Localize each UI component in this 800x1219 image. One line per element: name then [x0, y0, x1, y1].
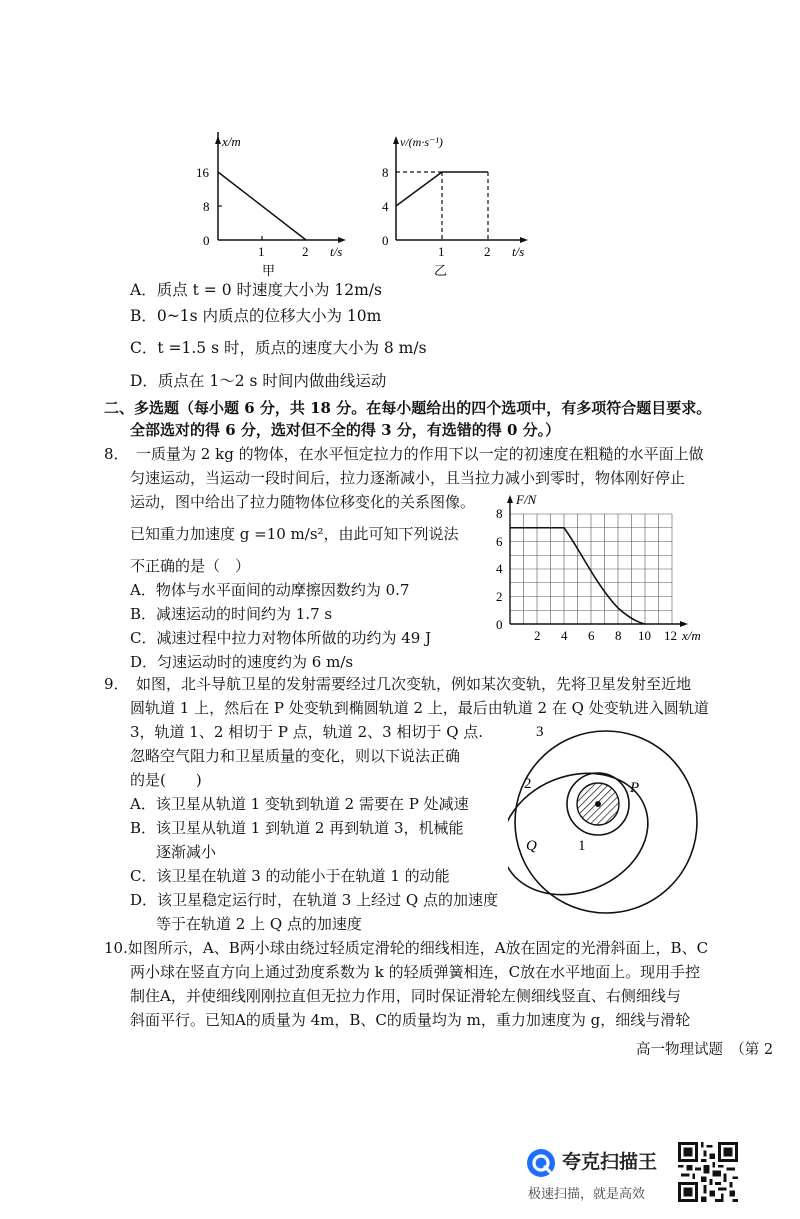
q8-graph-xtick-4: 4	[561, 628, 568, 643]
orbit-label-2: 2	[524, 776, 532, 792]
q10-line-3: 制住A，并使细线刚刚拉直但无拉力作用，同时保证滑轮左侧细线竖直、右侧细线与	[130, 987, 681, 1005]
watermark-slogan: 极速扫描，就是高效	[528, 1187, 646, 1202]
q8-graph-ytick-2: 2	[496, 589, 503, 604]
qr-code-icon	[678, 1142, 738, 1202]
section2-heading-line1: 二、多选题（每小题 6 分，共 18 分。在每小题给出的四个选项中，有多项符合题目要求。	[104, 399, 712, 417]
q7-option-a: A．质点 t = 0 时速度大小为 12m/s	[130, 281, 383, 299]
watermark-brand: 夸克扫描王	[562, 1151, 658, 1173]
graph-jia-ytick-0: 0	[203, 233, 210, 248]
q8-option-c: C．减速过程中拉力对物体所做的功约为 49 J	[130, 629, 432, 647]
graph-jia-xtick-1: 1	[258, 244, 265, 259]
graph-jia-xlabel: t/s	[330, 244, 343, 259]
graph-yi-caption: 乙	[434, 263, 448, 278]
q9-line-3: 3，轨道 1、2 相切于 P 点，轨道 2、3 相切于 Q 点.	[130, 723, 484, 741]
q9-option-b-cont: 逐渐减小	[156, 843, 217, 861]
graph-jia-ytick-16: 16	[196, 165, 209, 180]
orbit-label-3: 3	[536, 724, 544, 740]
q9-line-1: 9． 如图，北斗导航卫星的发射需要经过几次变轨，例如某次变轨，先将卫星发射至近地	[104, 675, 692, 693]
q7-option-c: C．t =1.5 s 时，质点的速度大小为 8 m/s	[130, 339, 427, 357]
q10-line-1: 10.如图所示，A、B两小球由绕过轻质定滑轮的细线相连，A放在固定的光滑斜面上，B、C	[104, 939, 709, 957]
graph-yi-xtick-1: 1	[438, 244, 445, 259]
orbit-label-q: Q	[526, 838, 537, 854]
graph-yi-xlabel: t/s	[512, 244, 525, 259]
q9-line-5: 的是( )	[130, 771, 202, 789]
q9-line-2: 圆轨道 1 上，然后在 P 处变轨到椭圆轨道 2 上，最后由轨道 2 在 Q 处变轨进入圆轨道	[130, 699, 709, 717]
q8-graph-ytick-0: 0	[496, 617, 503, 632]
graph-jia	[190, 132, 360, 280]
q8-force-graph	[484, 490, 704, 645]
q8-graph-xtick-8: 8	[615, 628, 622, 643]
q10-line-4: 斜面平行。已知A的质量为 4m，B、C的质量均为 m，重力加速度为 g，细线与滑轮	[130, 1011, 691, 1029]
q9-option-b: B．该卫星从轨道 1 到轨道 2 再到轨道 3，机械能	[130, 819, 464, 837]
q9-option-c: C．该卫星在轨道 3 的动能小于在轨道 1 的动能	[130, 867, 450, 885]
graph-yi-ytick-8: 8	[382, 165, 389, 180]
graph-jia-ylabel: x/m	[222, 134, 241, 149]
q9-option-d: D．该卫星稳定运行时，在轨道 3 上经过 Q 点的加速度	[130, 891, 498, 909]
q7-option-d: D．质点在 1～2 s 时间内做曲线运动	[130, 372, 387, 390]
q9-option-a: A．该卫星从轨道 1 变轨到轨道 2 需要在 P 处减速	[130, 795, 469, 813]
section2-heading-line2: 全部选对的得 6 分，选对但不全的得 3 分，有选错的得 0 分。）	[130, 421, 561, 439]
q8-line-2: 匀速运动，当运动一段时间后，拉力逐渐减小，且当拉力减小到零时，物体刚好停止	[130, 469, 686, 487]
q8-option-a: A．物体与水平面间的动摩擦因数约为 0.7	[130, 581, 410, 599]
q8-graph-xtick-6: 6	[588, 628, 595, 643]
orbit-label-1: 1	[578, 838, 586, 854]
q8-option-b: B．减速运动的时间约为 1.7 s	[130, 605, 333, 623]
graph-yi-ytick-0: 0	[382, 233, 389, 248]
q8-line-3: 运动，图中给出了拉力随物体位移变化的关系图像。	[130, 493, 476, 511]
graph-jia-caption: 甲	[262, 263, 276, 278]
q10-line-2: 两小球在竖直方向上通过劲度系数为 k 的轻质弹簧相连，C放在水平地面上。现用手控	[130, 963, 701, 981]
q7-option-b: B．0~1s 内质点的位移大小为 10m	[130, 307, 382, 325]
q8-graph-xtick-2: 2	[534, 628, 541, 643]
graph-jia-ytick-8: 8	[203, 199, 210, 214]
q8-graph-ytick-6: 6	[496, 534, 503, 549]
page-footer: 高一物理试题 （第 2	[636, 1042, 774, 1058]
graph-jia-xtick-2: 2	[302, 244, 309, 259]
orbit-2	[508, 752, 666, 916]
graph-yi-xtick-2: 2	[484, 244, 491, 259]
q8-line-4: 已知重力加速度 g =10 m/s²，由此可知下列说法	[130, 525, 459, 543]
quark-logo-icon	[526, 1148, 556, 1178]
q8-option-d: D．匀速运动时的速度约为 6 m/s	[130, 653, 354, 671]
graph-yi-ytick-4: 4	[382, 199, 389, 214]
graph-yi-ylabel: v/(m·s⁻¹)	[400, 135, 443, 149]
q9-line-4: 忽略空气阻力和卫星质量的变化，则以下说法正确	[130, 747, 461, 765]
q8-graph-ytick-8: 8	[496, 506, 503, 521]
q8-graph-xtick-10: 10	[638, 628, 651, 643]
q8-line-1: 8． 一质量为 2 kg 的物体，在水平恒定拉力的作用下以一定的初速度在粗糙的水平面上做	[104, 445, 704, 463]
q9-option-d-cont: 等于在轨道 2 上 Q 点的加速度	[156, 915, 362, 933]
q8-graph-ytick-4: 4	[496, 561, 503, 576]
q8-graph-xtick-12: 12	[664, 628, 677, 643]
q8-graph-ylabel: F/N	[516, 492, 537, 507]
q8-line-5: 不正确的是（ ）	[130, 557, 251, 575]
orbit-label-p: P	[630, 780, 640, 796]
q9-orbit-diagram	[508, 722, 708, 922]
graph-yi	[372, 132, 542, 280]
q8-graph-xlabel: x/m	[682, 628, 701, 643]
